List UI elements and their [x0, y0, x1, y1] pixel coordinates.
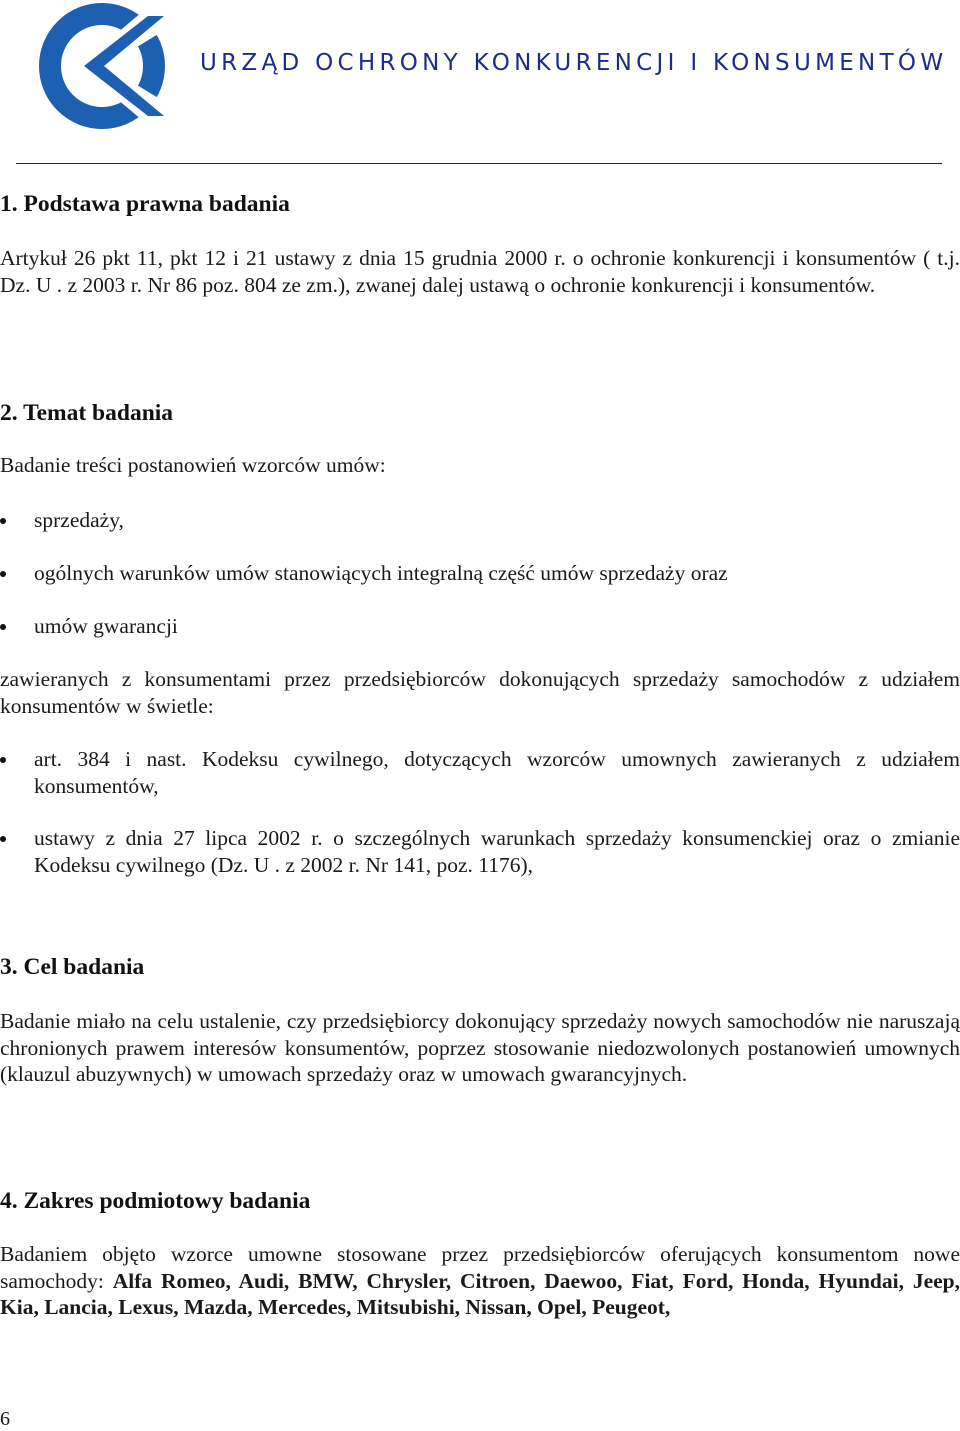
list-item-text: sprzedaży,: [34, 508, 124, 532]
section-1-text: Artykuł 26 pkt 11, pkt 12 i 21 ustawy z dnia 15 grudnia 2000 r. o ochronie konkurencji i konsumentów ( t.j. Dz. U . z 2003 r. Nr 86 poz. 804 ze zm.), zwanej dalej ustawą o ochronie konkurencji i konsumentów.: [0, 246, 960, 297]
car-brands-list: Alfa Romeo, Audi, BMW, Chrysler, Citroen, Daewoo, Fiat, Ford, Honda, Hyundai, Jeep, Kia, Lancia, Lexus, Mazda, Mercedes, Mitsubishi, Nissan, Opel, Peugeot,: [0, 1268, 960, 1319]
section-1-heading: 1. Podstawa prawna badania: [0, 191, 290, 217]
bullet-icon: [0, 518, 6, 524]
section-4-heading: 4. Zakres podmiotowy badania: [0, 1188, 311, 1214]
list-item-text: art. 384 i nast. Kodeksu cywilnego, dotyczących wzorców umownych zawieranych z udziałem konsumentów,: [34, 747, 960, 798]
list-item-text: ustawy z dnia 27 lipca 2002 r. o szczególnych warunkach sprzedaży konsumenckiej oraz o zmianie Kodeksu cywilnego (Dz. U . z 2002 r. Nr 141, poz. 1176),: [34, 826, 960, 877]
section-3-heading: 3. Cel badania: [0, 954, 145, 980]
uokik-logo-icon: [38, 2, 170, 130]
organization-name: URZĄD OCHRONY KONKURENCJI I KONSUMENTÓW: [200, 50, 948, 76]
list-item-text: ogólnych warunków umów stanowiących integralną część umów sprzedaży oraz: [34, 561, 728, 585]
section-4-text: [0, 1241, 960, 1321]
section-2-heading: 2. Temat badania: [0, 400, 174, 426]
bullet-icon: [0, 757, 6, 763]
header-divider: [16, 163, 942, 164]
section-4-text-plain: Badaniem objęto wzorce umowne stosowane przez przedsiębiorców oferujących konsumentom nowe samochody:: [0, 1242, 960, 1293]
bullet-icon: [0, 571, 6, 577]
list-item-text: umów gwarancji: [34, 614, 178, 638]
section-2-middle-text: zawieranych z konsumentami przez przedsiębiorców dokonujących sprzedaży samochodów z udziałem konsumentów w świetle:: [0, 667, 960, 718]
page-number: 6: [0, 1408, 10, 1430]
bullet-icon: [0, 836, 6, 842]
section-2-intro: Badanie treści postanowień wzorców umów:: [0, 453, 386, 477]
bullet-icon: [0, 624, 6, 630]
section-3-text: Badanie miało na celu ustalenie, czy przedsiębiorcy dokonujący sprzedaży nowych samochodów nie naruszają chronionych prawem interesów konsumentów, poprzez stosowanie niedozwolonych postanowień umownych (klauzul abuzywnych) w umowach sprzedaży oraz w umowach gwarancyjnych.: [0, 1009, 960, 1086]
